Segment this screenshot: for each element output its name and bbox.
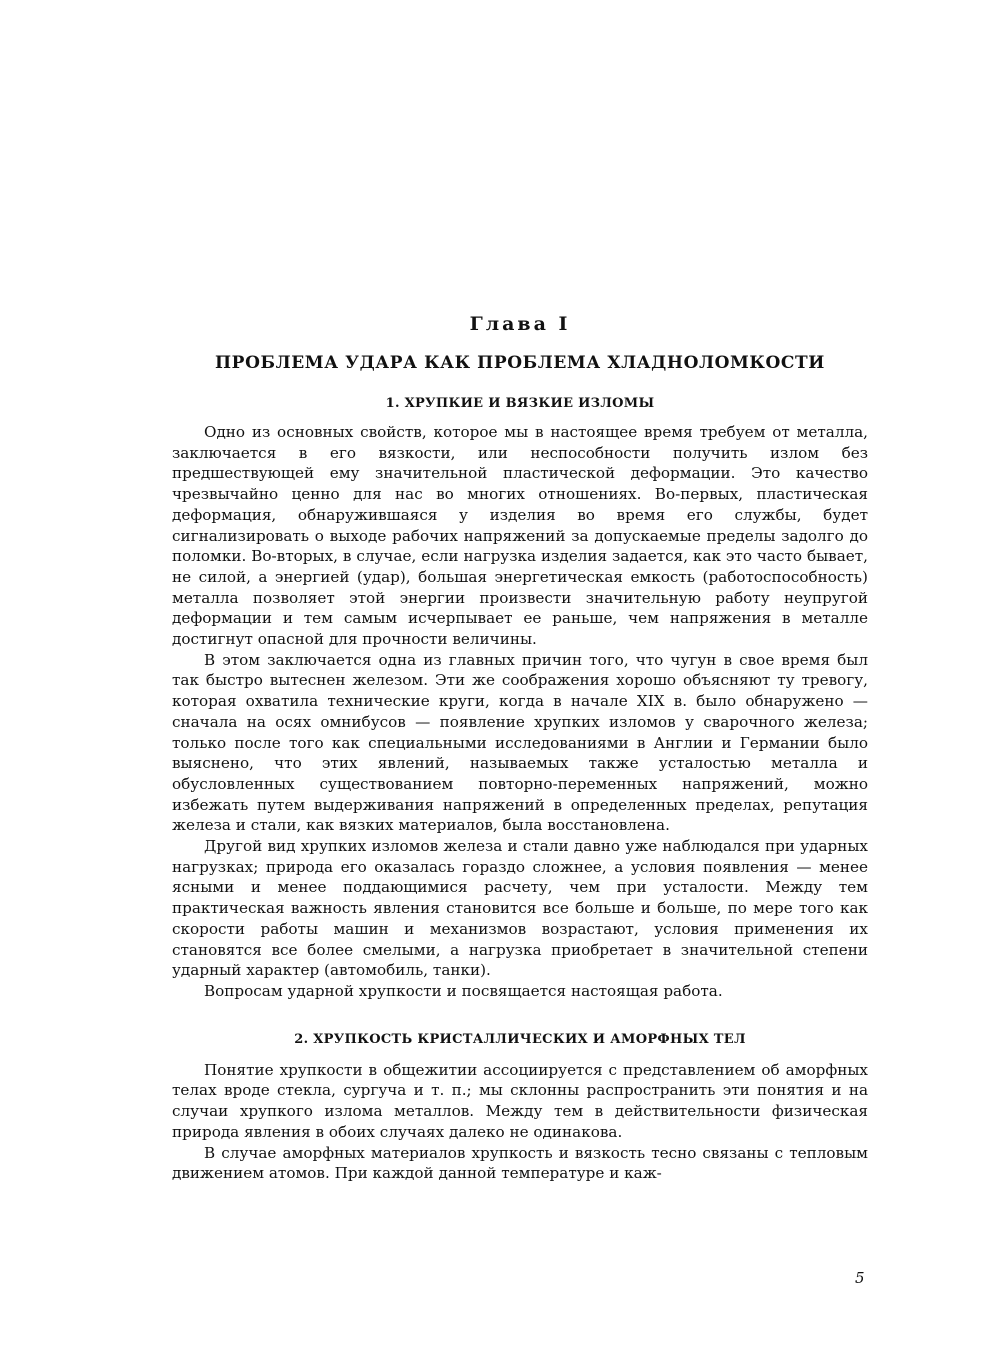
page-body [172,300,868,1184]
chapter-title: ПРОБЛЕМА УДАРА КАК ПРОБЛЕМА ХЛАДНОЛОМКОСТИ [215,353,825,373]
chapter-label: Глава I [469,313,571,335]
paragraph: Другой вид хрупких изломов железа и стали давно уже наблюдался при ударных нагрузках; природа его оказалась гораздо сложнее, а условия появления — менее ясными и менее поддающимися расчету, чем при усталости. Между тем практическая важность явления становится все больше и больше, по мере того как скорости работы машин и механизмов возрастают, условия применения их становятся все более смелыми, а нагрузка приобретает в значительной степени ударный характер (автомобиль, танки). [172,837,868,980]
paragraph: Одно из основных свойств, которое мы в настоящее время требуем от металла, заключается в его вязкости, или неспособности получить излом без предшествующей ему значительной пластической деформации. Это качество чрезвычайно ценно для нас во многих отношениях. Во-первых, пластическая деформация, обнаружившаяся у изделия во время его службы, будет сигнализировать о выходе рабочих напряжений за допускаемые пределы задолго до поломки. Во-вторых, в случае, если нагрузка изделия задается, как это часто бывает, не силой, а энергией (удар), большая энергетическая емкость (работоспособность) металла позволяет этой энергии произвести значительную работу неупругой деформации и тем самым исчерпывает ее раньше, чем напряжения в металле достигнут опасной для прочности величины. [172,423,868,649]
page-number: 5 [855,1269,865,1287]
paragraph: Понятие хрупкости в общежитии ассоциируется с представлением об аморфных телах вроде стекла, сургуча и т. п.; мы склонны распространить эти понятия и на случаи хрупкого излома металлов. Между тем в действительности физическая природа явления в обоих случаях далеко не одинакова. [172,1060,868,1141]
section-title: 2. ХРУПКОСТЬ КРИСТАЛЛИЧЕСКИХ И АМОРФНЫХ ТЕЛ [294,1031,746,1047]
paragraph: Вопросам ударной хрупкости и посвящается настоящая работа. [204,981,723,1000]
section-title: 1. ХРУПКИЕ И ВЯЗКИЕ ИЗЛОМЫ [385,396,655,411]
paragraph: В случае аморфных материалов хрупкость и вязкость тесно связаны с тепловым движением атомов. При каждой данной температуре и каж- [172,1143,868,1183]
paragraph: В этом заключается одна из главных причин того, что чугун в свое время был так быстро вытеснен железом. Эти же соображения хорошо объясняют ту тревогу, которая охватила технические круги, когда в начале XIX в. было обнаружено — сначала на осях омнибусов — появление хрупких изломов у сварочного железа; только после того как специальными исследованиями в Англии и Германии было выяснено, что этих явлений, называемых также усталостью металла и обусловленных существованием повторно-переменных напряжений, можно избежать путем выдерживания напряжений в определенных пределах, репутация железа и стали, как вязких материалов, была восстановлена. [172,650,868,835]
